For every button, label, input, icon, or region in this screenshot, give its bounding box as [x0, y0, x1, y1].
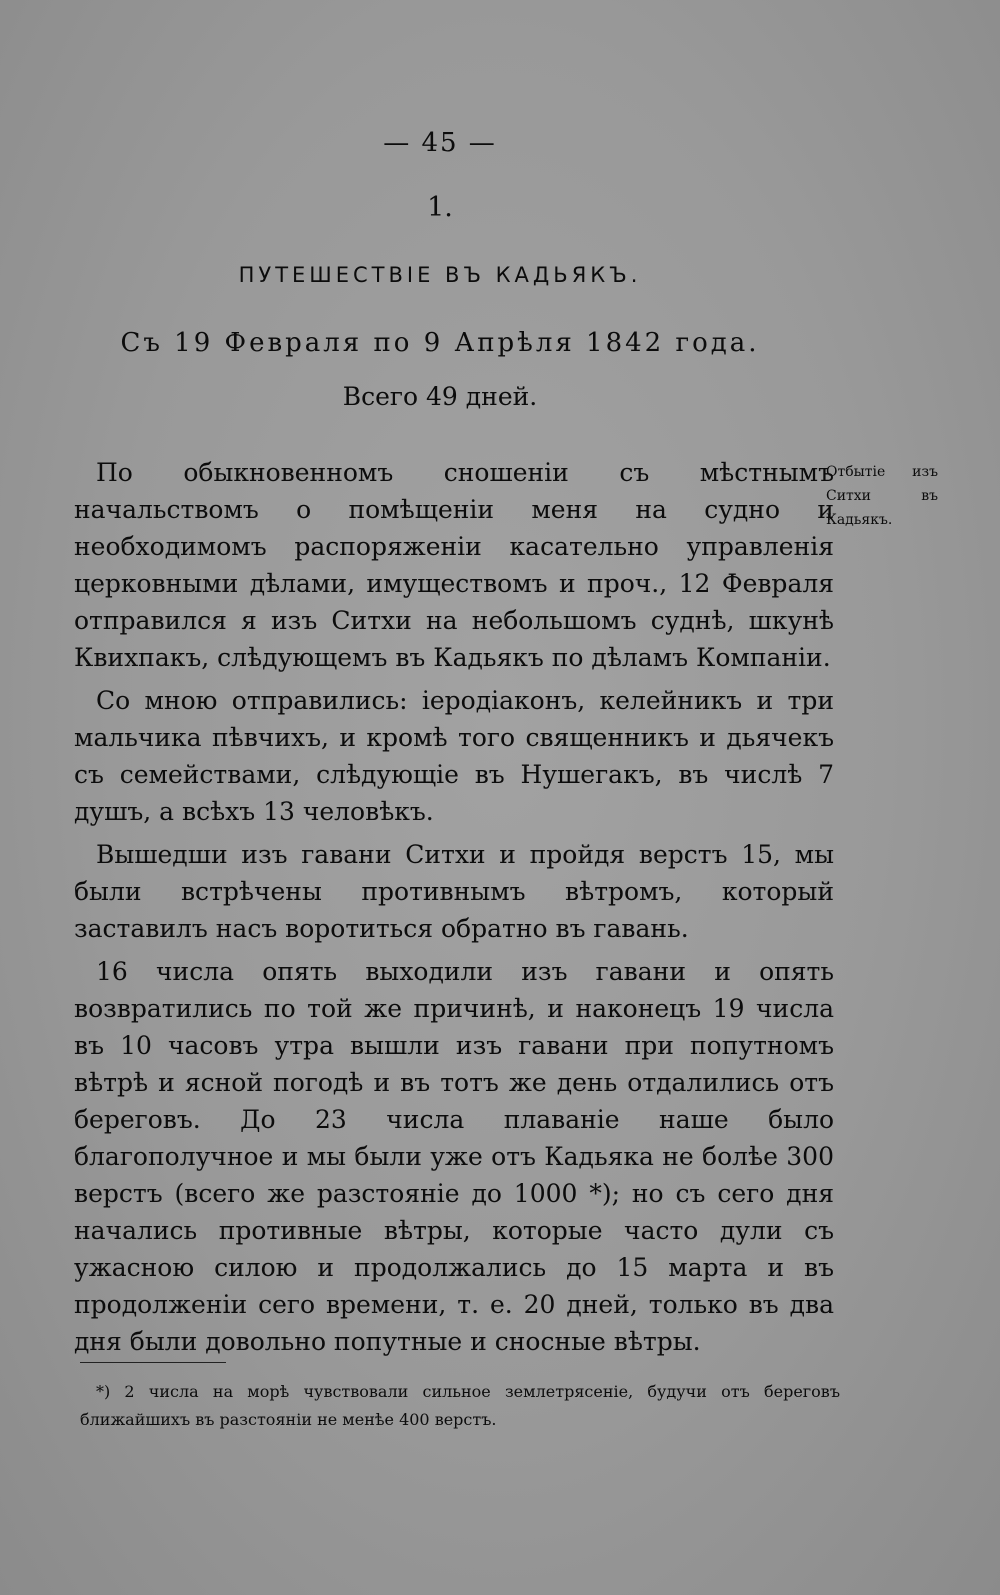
paragraph-3: Вышедши изъ гавани Ситхи и пройдя верстъ 15, мы были встрѣчены противнымъ вѣтромъ, который заставилъ насъ воротиться обратно въ гавань.	[74, 840, 834, 943]
paragraph-1: По обыкновенномъ сношеніи съ мѣстнымъ начальствомъ о помѣщеніи меня на судно и необходимомъ распоряженіи касательно управленія церковными дѣлами, имуществомъ и проч., 12 Февраля отправился я изъ Ситхи на небольшомъ суднѣ, шкунѣ Квихпакъ, слѣдующемъ въ Кадьякъ по дѣламъ Компаніи.	[74, 458, 834, 672]
body-text	[74, 454, 834, 1366]
footnote: *) 2 числа на морѣ чувствовали сильное землетрясеніе, будучи отъ береговъ ближайшихъ въ разстояніи не менѣе 400 верстъ.	[80, 1382, 840, 1429]
paragraph-2: Со мною отправились: іеродіаконъ, келейникъ и три мальчика пѣвчихъ, и кромѣ того священникъ и дьячекъ съ семействами, слѣдующіе въ Нушегакъ, въ числѣ 7 душъ, а всѣхъ 13 человѣкъ.	[74, 686, 834, 826]
footnote-rule	[80, 1362, 226, 1363]
page-number: — 45 —	[383, 128, 497, 158]
margin-note: Отбытіе изъ Ситхи въ Кадьякъ.	[826, 464, 938, 528]
section-title: ПУТЕШЕСТВІЕ ВЪ КАДЬЯКЪ.	[238, 263, 642, 287]
section-number: 1.	[427, 192, 453, 223]
date-range: Съ 19 Февраля по 9 Апрѣля 1842 года.	[120, 328, 760, 358]
paragraph-4: 16 числа опять выходили изъ гавани и опять возвратились по той же причинѣ, и наконецъ 19 числа въ 10 часовъ утра вышли изъ гавани при попутномъ вѣтрѣ и ясной погодѣ и въ тотъ же день отдалились отъ береговъ. До 23 числа плаваніе наше было благополучное и мы были уже отъ Кадьяка не болѣе 300 верстъ (всего же разстояніе до 1000 *); но съ сего дня начались противные вѣтры, которые часто дули съ ужасною силою и продолжались до 15 марта и въ продолженіи сего времени, т. е. 20 дней, только въ два дня были довольно попутные и сносные вѣтры.	[74, 957, 834, 1356]
total-days: Всего 49 дней.	[342, 382, 538, 411]
